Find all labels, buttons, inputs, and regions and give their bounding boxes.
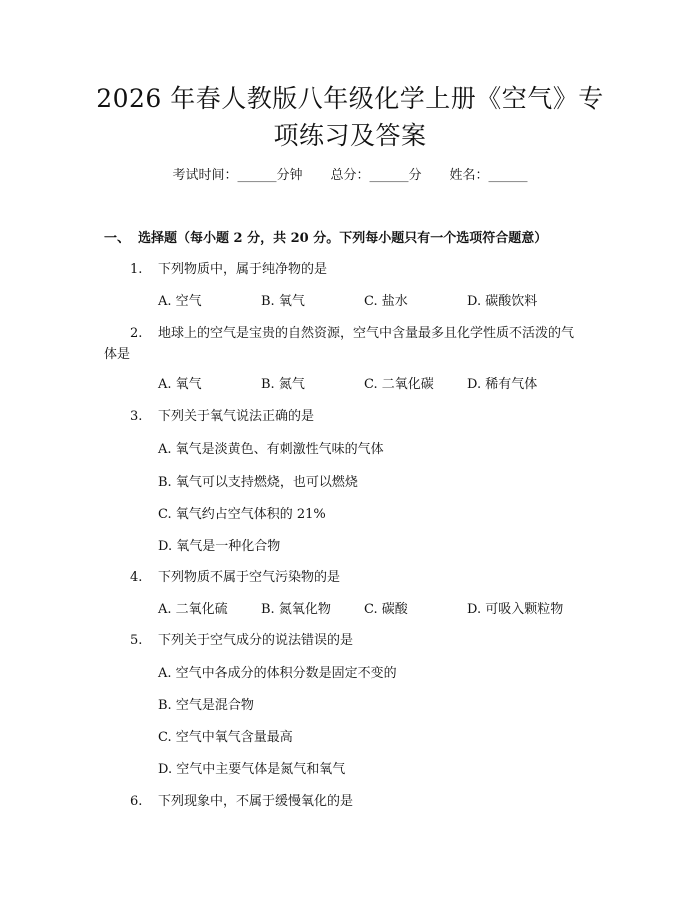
- question-text: 下列现象中，不属于缓慢氧化的是: [158, 794, 354, 809]
- question-1: [130, 260, 327, 280]
- option-d: D. 氧气是一种化合物: [158, 539, 281, 554]
- option-c: C. 碳酸: [364, 602, 408, 617]
- option-b: B. 氧气: [261, 294, 305, 309]
- document-title-line-2: 项练习及答案: [273, 121, 427, 150]
- question-number: 6.: [130, 794, 143, 809]
- question-text: 地球上的空气是宝贵的自然资源，空气中含量最多且化学性质不活泼的气: [158, 326, 575, 341]
- document-title-line-1: 2026 年春人教版八年级化学上册《空气》专: [96, 84, 604, 113]
- total-score-field: 总分：______分: [330, 168, 422, 183]
- question-number: 4.: [130, 570, 143, 585]
- option-d: D. 碳酸饮料: [467, 294, 538, 309]
- section-heading: [104, 229, 547, 249]
- question-text: 下列关于空气成分的说法错误的是: [158, 633, 354, 648]
- exam-meta: [0, 166, 700, 186]
- question-6: [130, 792, 353, 812]
- option-a: A. 空气: [158, 294, 202, 309]
- option-a: A. 空气中各成分的体积分数是固定不变的: [158, 666, 397, 681]
- option-a: A. 氧气是淡黄色、有刺激性气味的气体: [158, 442, 384, 457]
- exam-time-field: 考试时间：______分钟: [172, 168, 303, 183]
- option-b: B. 氮气: [261, 377, 305, 392]
- option-b: B. 空气是混合物: [158, 698, 254, 713]
- question-5: [130, 631, 353, 651]
- option-a: A. 二氧化硫: [158, 602, 228, 617]
- question-number: 3.: [130, 409, 143, 424]
- option-a: A. 氧气: [158, 377, 202, 392]
- question-number: 1.: [130, 262, 143, 277]
- question-2-text-continued: 体是: [104, 347, 131, 362]
- question-4-options: [158, 600, 570, 620]
- question-number: 5.: [130, 633, 143, 648]
- option-c: C. 氧气约占空气体积的 21%: [158, 507, 326, 522]
- question-text: 下列物质中，属于纯净物的是: [158, 262, 328, 277]
- option-c: C. 二氧化碳: [364, 377, 434, 392]
- question-4: [130, 568, 340, 588]
- section-title: 选择题（每小题 2 分，共 20 分。下列每小题只有一个选项符合题意）: [138, 231, 548, 246]
- section-number: 一、: [104, 231, 131, 246]
- option-d: D. 空气中主要气体是氮气和氧气: [158, 762, 346, 777]
- question-2: [130, 324, 574, 344]
- question-2-options: [158, 375, 570, 395]
- question-number: 2.: [130, 326, 143, 341]
- student-name-field: 姓名：______: [449, 168, 528, 183]
- question-text: 下列关于氧气说法正确的是: [158, 409, 315, 424]
- question-1-options: [158, 292, 570, 312]
- question-text: 下列物质不属于空气污染物的是: [158, 570, 341, 585]
- option-c: C. 空气中氧气含量最高: [158, 730, 293, 745]
- option-b: B. 氮氧化物: [261, 602, 331, 617]
- option-d: D. 可吸入颗粒物: [467, 602, 564, 617]
- option-d: D. 稀有气体: [467, 377, 538, 392]
- option-b: B. 氧气可以支持燃烧，也可以燃烧: [158, 475, 358, 490]
- option-c: C. 盐水: [364, 294, 408, 309]
- question-3: [130, 407, 314, 427]
